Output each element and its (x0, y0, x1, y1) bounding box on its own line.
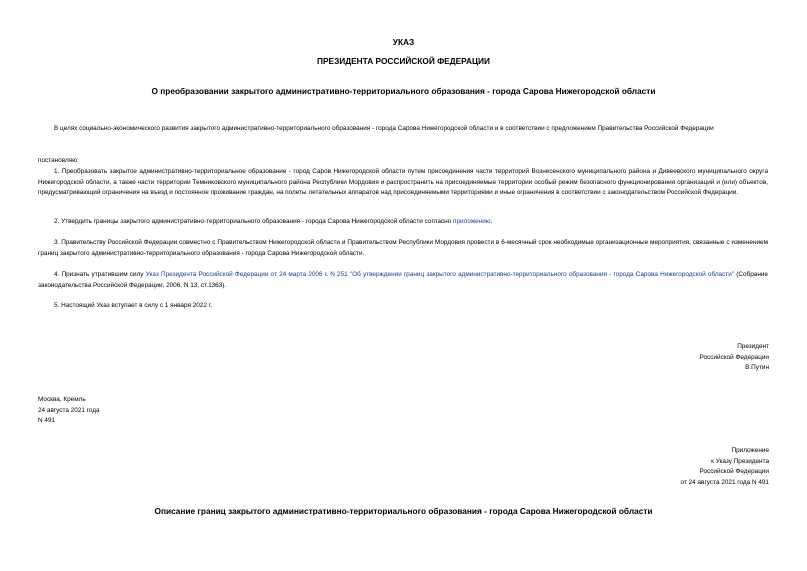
place-date-block (38, 395, 100, 427)
paragraph-4-end: (Собрание законодательства Российской Федерации, 2006, N 13, ст.1363). (38, 271, 768, 289)
signature-name: В.Путин (745, 364, 769, 372)
signature-block (700, 342, 770, 374)
decree-heading: УКАЗ (392, 37, 415, 47)
paragraph-5: 5. Настоящий Указ вступает в силу с 1 января 2022 г. (54, 302, 213, 309)
paragraph-1: 1. Преобразовать закрытое административно-территориальное образование - город Саров Нижегородской области путем присоединения части территорий Вознесенского муниципального района и Дивеевского муниципального округа Нижегородской области, а также части территории Темниковского муниципального района Республики Мордовия и распространить на присоединяемые территории особый режим безопасного функционирования организаций и (или) объектов, предусматривающий ограничения на въезд и постоянное проживание граждан, на полеты летательных аппаратов над присоединяемыми территориями и иные ограничения в соответствии с законодательством Российской Федерации. (38, 168, 768, 197)
appendix-note-line-3: Российской Федерации (699, 468, 769, 476)
decree-word: постановляю: (38, 157, 79, 164)
preamble-paragraph: В целях социально-экономического развития закрытого административно-территориального образования - города Сарова Нижегородской области и в соответствии с предложением Правительства Российской Федерации (54, 125, 714, 132)
signing-place: Москва, Кремль (38, 396, 86, 403)
signature-role: Президент (737, 343, 769, 350)
decree-number: N 491 (38, 417, 56, 425)
paragraph-2 (38, 217, 768, 228)
appendix-title: Описание границ закрытого административно-территориального образования - города Сарова Нижегородской области (154, 506, 653, 516)
paragraph-4-text: 4. Признать утратившим силу (54, 271, 146, 278)
appendix-note-line-1: Приложение (731, 447, 769, 454)
issuer-heading: ПРЕЗИДЕНТА РОССИЙСКОЙ ФЕДЕРАЦИИ (317, 56, 490, 66)
appendix-note (681, 446, 770, 488)
paragraph-2-end: . (490, 218, 493, 225)
paragraph-3: 3. Правительству Российской Федерации совместно с Правительством Нижегородской области и Правительством Республики Мордовия провести в 6-месячный срок необходимые организационные мероприятия, связанные с изменением границ закрытого административно-территориального образования - города Сарова Нижегородской области. (38, 239, 768, 257)
signing-date: 24 августа 2021 года (38, 406, 100, 414)
paragraph-2-text: 2. Утвердить границы закрытого административно-территориального образования - города Сарова Нижегородской области согласно (54, 218, 454, 225)
paragraph-4 (38, 270, 768, 291)
repealed-decree-link[interactable]: Указ Президента Российской Федерации от 24 марта 2006 г. N 251 "Об утверждении границ закрытого административно-территориального образования - города Сарова Нижегородской области" (145, 271, 735, 278)
document-title: О преобразовании закрытого административно-территориального образования - города Сарова Нижегородской области (151, 86, 656, 96)
signature-country: Российской Федерации (699, 353, 769, 361)
appendix-note-line-4: от 24 августа 2021 года N 491 (680, 478, 769, 486)
appendix-link[interactable]: приложению (453, 218, 491, 225)
appendix-note-line-2: к Указу Президента (711, 457, 769, 465)
